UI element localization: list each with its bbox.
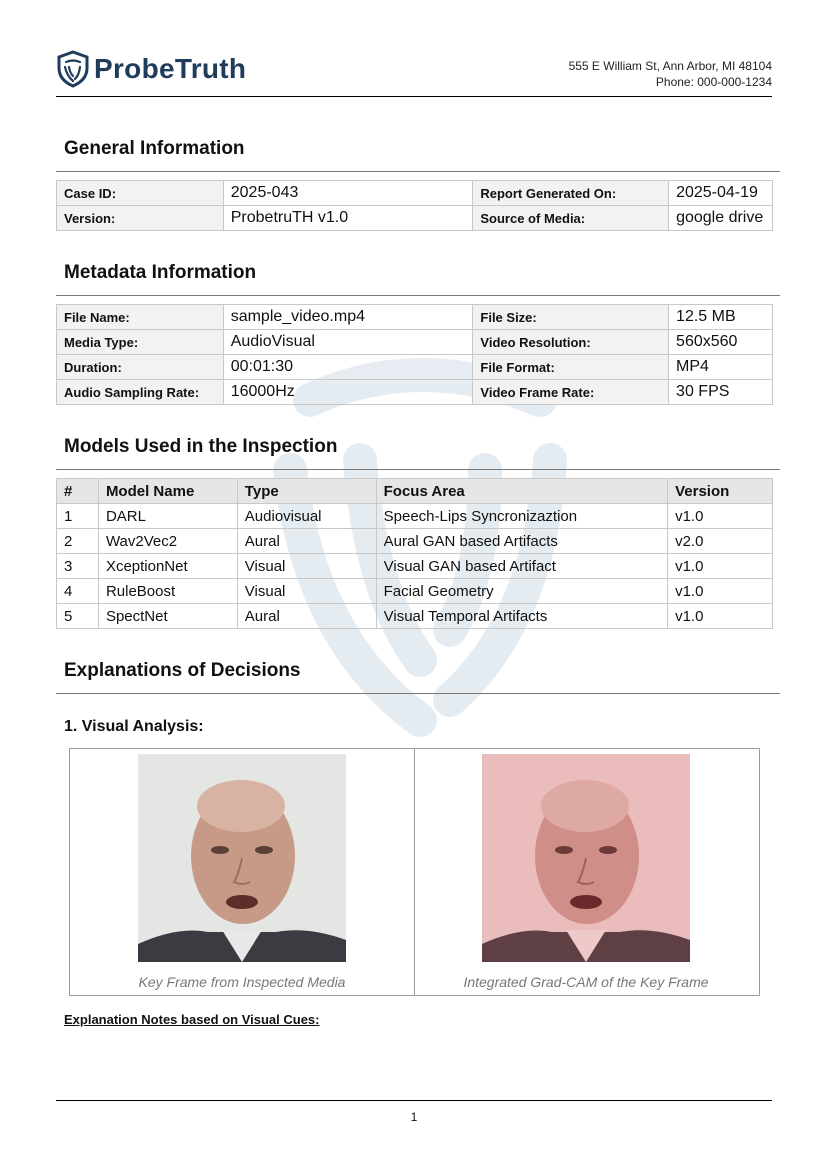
brand-name: ProbeTruth — [94, 53, 247, 84]
table-row — [57, 529, 773, 554]
gradcam-image — [482, 754, 690, 962]
model-focus: Facial Geometry — [376, 579, 667, 604]
case-id-value: 2025-043 — [223, 181, 473, 206]
report-generated-value: 2025-04-19 — [669, 181, 773, 206]
model-type: Aural — [237, 604, 376, 629]
model-version: v2.0 — [668, 529, 773, 554]
model-index: 1 — [57, 504, 99, 529]
model-type: Visual — [237, 579, 376, 604]
model-version: v1.0 — [668, 604, 773, 629]
case-id-label: Case ID: — [57, 181, 224, 206]
column-header: Focus Area — [376, 479, 667, 504]
table-row — [57, 305, 773, 330]
audio-sampling-value: 16000Hz — [223, 380, 473, 405]
shield-logo-icon — [56, 50, 90, 88]
address-line: 555 E William St, Ann Arbor, MI 48104 — [568, 59, 772, 73]
section-divider — [56, 469, 780, 470]
audio-sampling-label: Audio Sampling Rate: — [57, 380, 224, 405]
file-name-value: sample_video.mp4 — [223, 305, 473, 330]
file-size-value: 12.5 MB — [669, 305, 773, 330]
model-type: Visual — [237, 554, 376, 579]
visual-analysis-heading: 1. Visual Analysis: — [64, 718, 204, 735]
table-row — [57, 181, 773, 206]
models-table — [56, 478, 773, 629]
gradcam-caption: Integrated Grad-CAM of the Key Frame — [463, 974, 709, 990]
section-divider — [56, 171, 780, 172]
version-label: Version: — [57, 206, 224, 231]
model-name: XceptionNet — [98, 554, 237, 579]
figure-divider — [414, 749, 415, 995]
model-focus: Aural GAN based Artifacts — [376, 529, 667, 554]
phone-line: Phone: 000-000-1234 — [655, 75, 772, 89]
file-size-label: File Size: — [473, 305, 669, 330]
table-row — [57, 504, 773, 529]
model-type: Audiovisual — [237, 504, 376, 529]
model-index: 3 — [57, 554, 99, 579]
file-format-value: MP4 — [669, 355, 773, 380]
model-version: v1.0 — [668, 504, 773, 529]
explanation-notes-label: Explanation Notes based on Visual Cues: — [64, 1012, 320, 1027]
table-row — [57, 206, 773, 231]
general-info-title: General Information — [64, 138, 245, 159]
model-version: v1.0 — [668, 554, 773, 579]
source-label: Source of Media: — [473, 206, 669, 231]
column-header: Model Name — [98, 479, 237, 504]
duration-label: Duration: — [57, 355, 224, 380]
model-index: 4 — [57, 579, 99, 604]
table-row — [57, 579, 773, 604]
media-type-label: Media Type: — [57, 330, 224, 355]
model-name: Wav2Vec2 — [98, 529, 237, 554]
duration-value: 00:01:30 — [223, 355, 473, 380]
model-focus: Visual Temporal Artifacts — [376, 604, 667, 629]
model-focus: Visual GAN based Artifact — [376, 554, 667, 579]
source-value: google drive — [669, 206, 773, 231]
brand-logo — [56, 50, 246, 88]
model-version: v1.0 — [668, 579, 773, 604]
version-value: ProbetruTH v1.0 — [223, 206, 473, 231]
key-frame-caption: Key Frame from Inspected Media — [138, 974, 346, 990]
model-index: 5 — [57, 604, 99, 629]
header-divider — [56, 96, 772, 97]
model-name: SpectNet — [98, 604, 237, 629]
model-focus: Speech-Lips Syncronizaztion — [376, 504, 667, 529]
table-row — [57, 355, 773, 380]
metadata-table — [56, 304, 773, 405]
visual-analysis-figure — [69, 748, 760, 996]
company-address — [569, 58, 772, 90]
media-type-value: AudioVisual — [223, 330, 473, 355]
table-row — [57, 380, 773, 405]
general-info-table — [56, 180, 773, 231]
frame-rate-label: Video Frame Rate: — [473, 380, 669, 405]
column-header: Type — [237, 479, 376, 504]
model-name: RuleBoost — [98, 579, 237, 604]
model-name: DARL — [98, 504, 237, 529]
video-resolution-label: Video Resolution: — [473, 330, 669, 355]
table-row — [57, 330, 773, 355]
models-title: Models Used in the Inspection — [64, 436, 338, 457]
video-resolution-value: 560x560 — [669, 330, 773, 355]
key-frame-image — [138, 754, 346, 962]
footer-divider — [56, 1100, 772, 1101]
column-header: # — [57, 479, 99, 504]
page-header — [56, 48, 772, 96]
model-type: Aural — [237, 529, 376, 554]
explanations-title: Explanations of Decisions — [64, 660, 301, 681]
section-divider — [56, 693, 780, 694]
frame-rate-value: 30 FPS — [669, 380, 773, 405]
report-generated-label: Report Generated On: — [473, 181, 669, 206]
model-index: 2 — [57, 529, 99, 554]
table-row — [57, 554, 773, 579]
section-divider — [56, 295, 780, 296]
column-header: Version — [668, 479, 773, 504]
table-header-row — [57, 479, 773, 504]
page-number: 1 — [410, 1110, 418, 1124]
file-name-label: File Name: — [57, 305, 224, 330]
metadata-title: Metadata Information — [64, 262, 257, 283]
table-row — [57, 604, 773, 629]
file-format-label: File Format: — [473, 355, 669, 380]
